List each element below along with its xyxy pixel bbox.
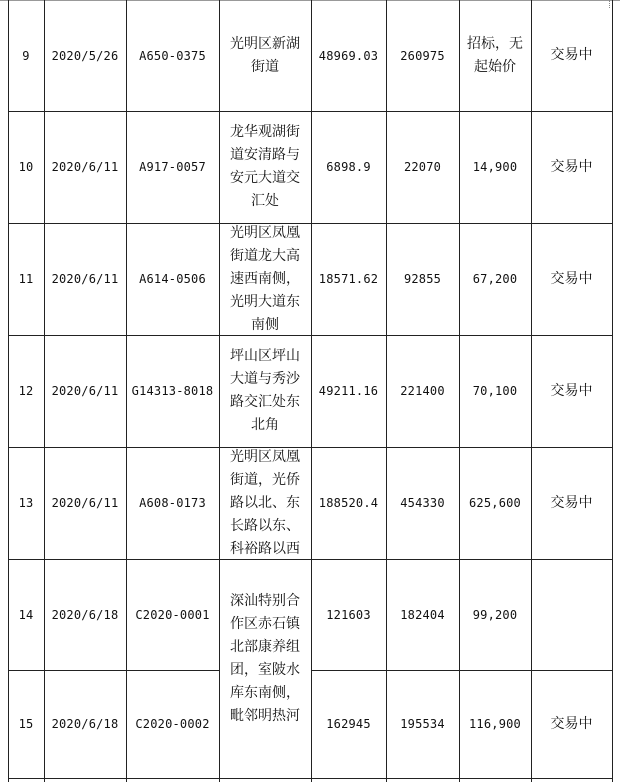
row-status: 交易中 <box>550 382 593 399</box>
row-status: 交易中 <box>550 715 593 732</box>
row-floor-area: 195534 <box>400 717 445 731</box>
row-area: 18571.62 <box>318 272 379 286</box>
merged-location: 深汕特别合作区赤石镇北部康养组团，室陂水库东南侧，毗邻明热河 <box>230 593 300 724</box>
row-area: 188520.4 <box>318 496 379 510</box>
row-status: 交易中 <box>550 158 593 175</box>
row-date: 2020/5/26 <box>51 48 119 63</box>
row-area: 6898.9 <box>326 160 371 174</box>
row-status: 交易中 <box>550 270 593 287</box>
row-price: 70,100 <box>472 384 518 398</box>
row-parcel-code: A608-0173 <box>139 496 206 510</box>
col-line <box>612 0 613 782</box>
row-index: 11 <box>18 272 34 286</box>
row-parcel-code: A917-0057 <box>139 160 206 174</box>
row-floor-area: 260975 <box>400 48 445 63</box>
row-floor-area: 182404 <box>400 607 445 622</box>
row-area: 49211.16 <box>318 384 379 398</box>
row-status: 交易中 <box>550 494 593 511</box>
row-location: 光明区凤凰街道龙大高速西南侧，光明大道东南侧 <box>230 224 300 333</box>
row-location: 龙华观湖街道安清路与安元大道交汇处 <box>230 124 300 209</box>
row-index: 15 <box>18 717 34 731</box>
row-index: 10 <box>18 160 34 174</box>
row-area: 121603 <box>326 607 371 622</box>
row-price: 116,900 <box>469 717 521 731</box>
row-area: 48969.03 <box>318 48 379 63</box>
row-price: 招标，无起始价 <box>467 35 523 75</box>
row-price: 14,900 <box>472 160 518 174</box>
row-floor-area: 454330 <box>400 496 445 510</box>
row-area: 162945 <box>326 717 371 731</box>
row-floor-area: 22070 <box>403 160 442 174</box>
row-index: 9 <box>22 48 30 63</box>
row-date: 2020/6/11 <box>51 496 119 510</box>
row-index: 12 <box>18 384 34 398</box>
row-index: 14 <box>18 607 34 622</box>
row-price: 99,200 <box>472 607 518 622</box>
row-parcel-code: A614-0506 <box>139 272 206 286</box>
row-parcel-code: G14313-8018 <box>131 384 214 398</box>
row-price: 625,600 <box>469 496 521 510</box>
row-status <box>531 559 612 670</box>
row-floor-area: 221400 <box>400 384 445 398</box>
row-index: 13 <box>18 496 34 510</box>
row-parcel-code: C2020-0002 <box>135 717 210 731</box>
row-price: 67,200 <box>472 272 518 286</box>
row-date: 2020/6/11 <box>51 384 119 398</box>
row-parcel-code: C2020-0001 <box>135 607 210 622</box>
row-date: 2020/6/11 <box>51 272 119 286</box>
row-location: 光明区新湖街道 <box>230 35 300 75</box>
row-location: 坪山区坪山大道与秀沙路交汇处东北角 <box>230 348 300 433</box>
row-status: 交易中 <box>550 47 593 63</box>
row-date: 2020/6/18 <box>51 607 119 622</box>
row-parcel-code: A650-0375 <box>139 48 206 63</box>
row-date: 2020/6/18 <box>51 717 119 731</box>
row-location: 光明区凤凰街道，光侨路以北、东长路以东、科裕路以西 <box>230 448 300 557</box>
row-date: 2020/6/11 <box>51 160 119 174</box>
row-floor-area: 92855 <box>403 272 442 286</box>
row-line <box>8 778 613 779</box>
